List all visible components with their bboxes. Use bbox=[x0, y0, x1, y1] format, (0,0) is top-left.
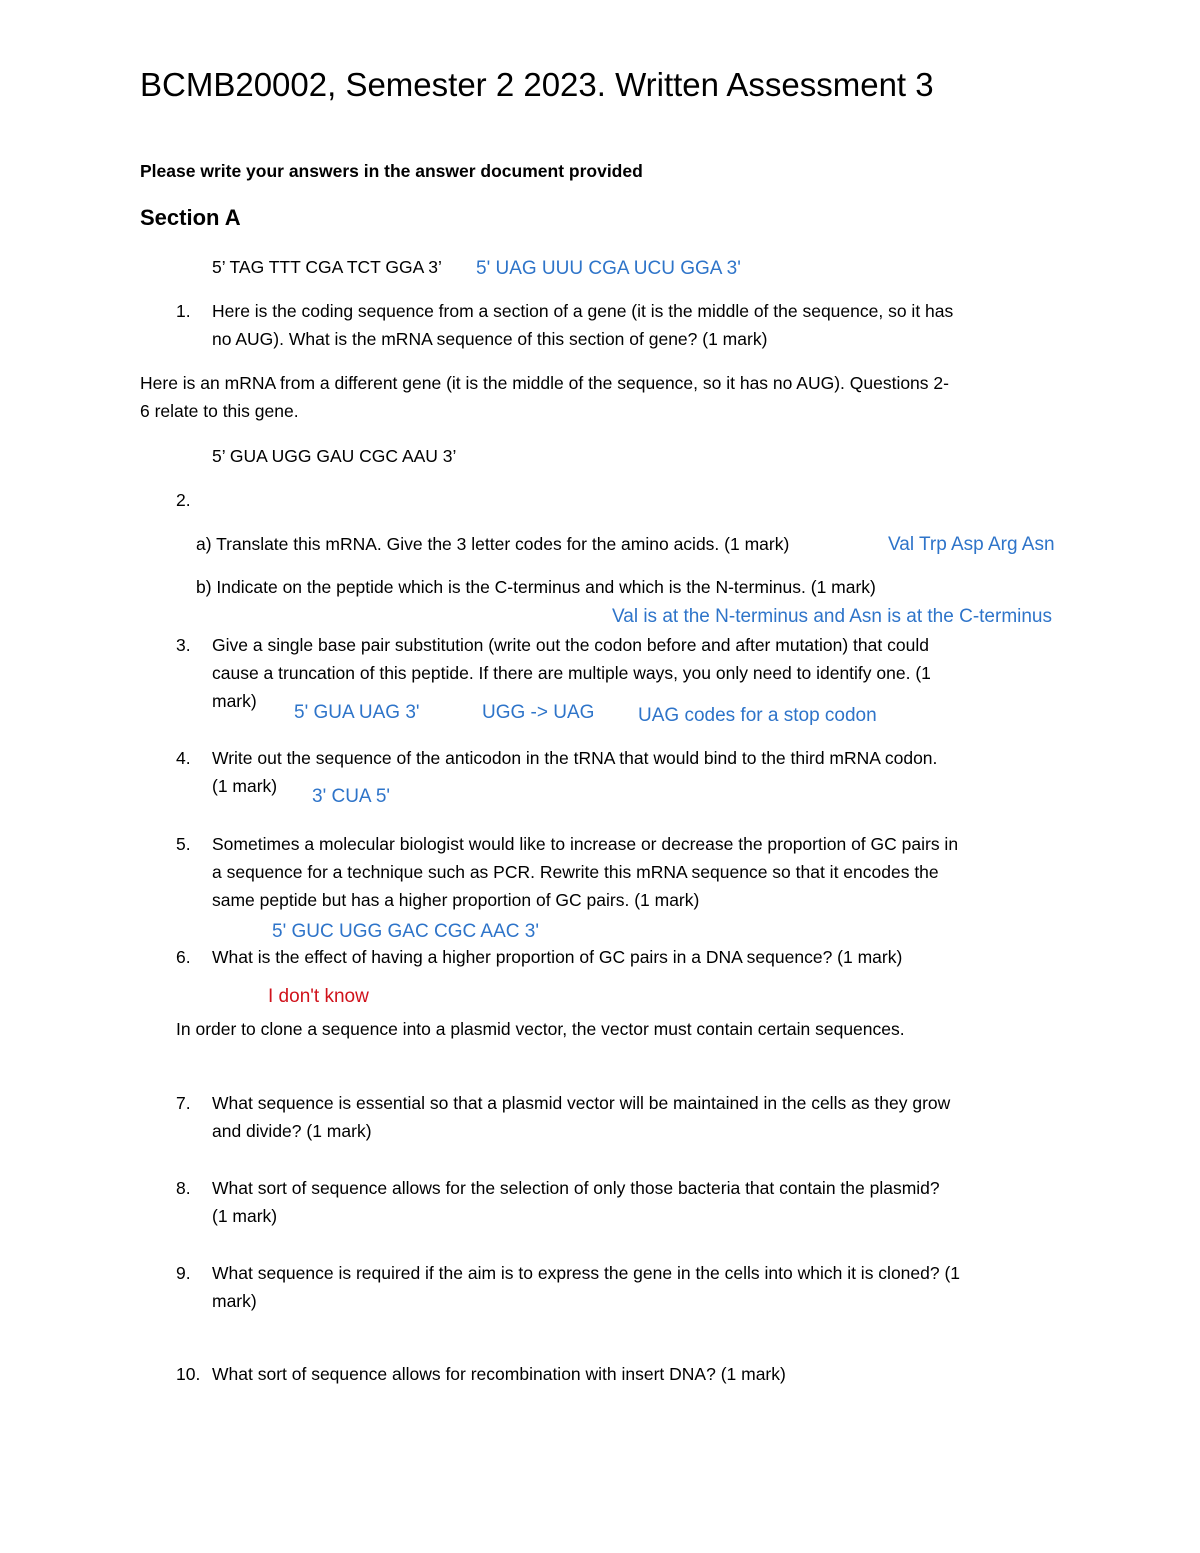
question-1-line1: Here is the coding sequence from a section of a gene (it is the middle of the sequence, so it has bbox=[212, 301, 954, 321]
question-2b: b) Indicate on the peptide which is the C-terminus and which is the N-terminus. (1 mark) bbox=[196, 577, 876, 597]
question-2a: a) Translate this mRNA. Give the 3 letter codes for the amino acids. (1 mark) bbox=[196, 534, 790, 554]
question-number: 10. bbox=[176, 1364, 201, 1384]
question-number: 3. bbox=[176, 635, 191, 655]
question-6-line1: What is the effect of having a higher proportion of GC pairs in a DNA sequence? (1 mark) bbox=[212, 947, 903, 967]
sequence-1: 5’ TAG TTT CGA TCT GGA 3’ bbox=[212, 257, 442, 277]
intro-7: In order to clone a sequence into a plasmid vector, the vector must contain certain sequences. bbox=[176, 1019, 905, 1039]
question-3-line3: mark) bbox=[212, 691, 257, 711]
question-9-line2: mark) bbox=[212, 1291, 257, 1311]
question-9-line1: What sequence is required if the aim is to express the gene in the cells into which it is cloned? (1 bbox=[212, 1263, 961, 1283]
question-7-line1: What sequence is essential so that a plasmid vector will be maintained in the cells as they grow bbox=[212, 1093, 951, 1113]
answer-6: I don't know bbox=[268, 986, 369, 1007]
answer-3-codon: 5' GUA UAG 3' bbox=[294, 702, 420, 723]
sequence-2: 5’ GUA UGG GAU CGC AAU 3’ bbox=[212, 446, 457, 466]
question-3-line2: cause a truncation of this peptide. If there are multiple ways, you only need to identify one. (1 bbox=[212, 663, 931, 683]
question-5-line3: same peptide but has a higher proportion of GC pairs. (1 mark) bbox=[212, 890, 700, 910]
intro-2-line2: 6 relate to this gene. bbox=[140, 401, 299, 421]
answer-5: 5' GUC UGG GAC CGC AAC 3' bbox=[272, 921, 539, 942]
question-number: 9. bbox=[176, 1263, 191, 1283]
question-number: 7. bbox=[176, 1093, 191, 1113]
answer-1: 5' UAG UUU CGA UCU GGA 3' bbox=[476, 258, 741, 279]
page-title: BCMB20002, Semester 2 2023. Written Assessment 3 bbox=[140, 66, 934, 103]
question-5-line2: a sequence for a technique such as PCR. Rewrite this mRNA sequence so that it encodes the bbox=[212, 862, 939, 882]
question-8-line1: What sort of sequence allows for the selection of only those bacteria that contain the plasmid? bbox=[212, 1178, 940, 1198]
answer-2b: Val is at the N-terminus and Asn is at the C-terminus bbox=[612, 606, 1052, 627]
question-number: 4. bbox=[176, 748, 191, 768]
section-heading: Section A bbox=[140, 205, 241, 230]
question-number: 8. bbox=[176, 1178, 191, 1198]
question-number: 2. bbox=[176, 490, 191, 510]
question-number: 5. bbox=[176, 834, 191, 854]
question-4-line2: (1 mark) bbox=[212, 776, 278, 796]
question-number: 6. bbox=[176, 947, 191, 967]
question-1-line2: no AUG). What is the mRNA sequence of this section of gene? (1 mark) bbox=[212, 329, 768, 349]
answer-2a: Val Trp Asp Arg Asn bbox=[888, 534, 1055, 555]
question-3-line1: Give a single base pair substitution (write out the codon before and after mutation) that could bbox=[212, 635, 929, 655]
answer-3-change: UGG -> UAG bbox=[482, 702, 595, 723]
question-7-line2: and divide? (1 mark) bbox=[212, 1121, 372, 1141]
intro-2-line1: Here is an mRNA from a different gene (it is the middle of the sequence, so it has no AUG). Questions 2- bbox=[140, 373, 949, 393]
question-number: 1. bbox=[176, 301, 191, 321]
answer-3-explanation: UAG codes for a stop codon bbox=[638, 705, 877, 726]
question-8-line2: (1 mark) bbox=[212, 1206, 278, 1226]
instruction: Please write your answers in the answer document provided bbox=[140, 161, 643, 181]
question-10-line1: What sort of sequence allows for recombination with insert DNA? (1 mark) bbox=[212, 1364, 786, 1384]
question-5-line1: Sometimes a molecular biologist would like to increase or decrease the proportion of GC pairs in bbox=[212, 834, 959, 854]
question-4-line1: Write out the sequence of the anticodon in the tRNA that would bind to the third mRNA codon. bbox=[212, 748, 938, 768]
answer-4: 3' CUA 5' bbox=[312, 786, 391, 807]
